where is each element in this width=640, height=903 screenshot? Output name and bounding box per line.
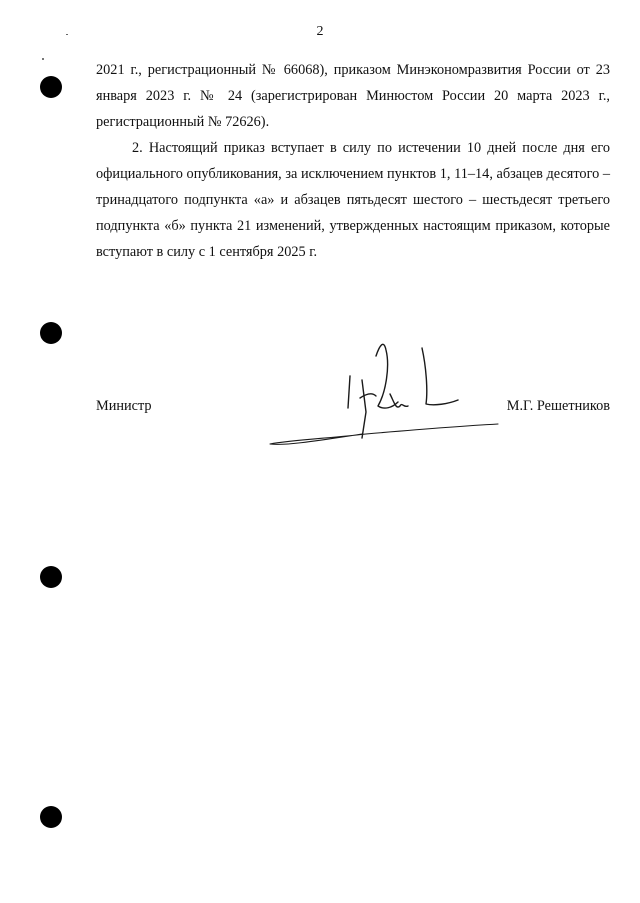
scan-speck	[66, 34, 68, 35]
page-number: 2	[316, 24, 324, 39]
signatory-title: Министр	[96, 398, 152, 414]
document-body	[96, 57, 610, 265]
punch-hole	[40, 566, 62, 588]
paragraph-continuation: 2021 г., регистрационный № 66068), приказом Минэкономразвития России от 23 января 2023 г. № 24 (зарегистрирован Минюстом России 20 марта 2023 г., регистрационный № 72626).	[96, 62, 610, 130]
handwritten-signature	[262, 336, 502, 456]
paragraph-effective-date: 2. Настоящий приказ вступает в силу по истечении 10 дней после дня его официального опубликования, за исключением пунктов 1, 11–14, абзацев десятого – тринадцатого подпункта «а» и абзацев пятьдесят шестого – шестьдесят третьего подпункта «б» пункта 21 изменений, утвержденных настоящим приказом, которые вступают в силу с 1 сентября 2025 г.	[96, 140, 610, 260]
punch-hole	[40, 322, 62, 344]
signatory-name: М.Г. Решетников	[506, 398, 610, 414]
scan-speck	[42, 58, 44, 60]
punch-hole	[40, 76, 62, 98]
punch-hole	[40, 806, 62, 828]
